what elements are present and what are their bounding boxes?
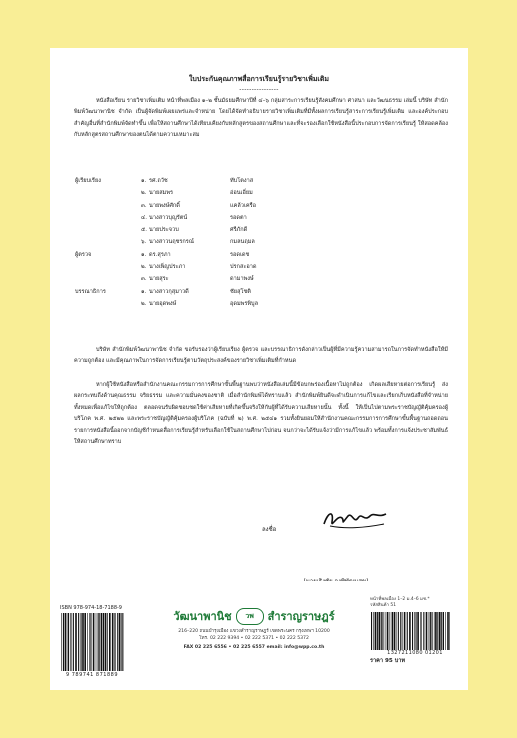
barcode-bar [382,612,383,650]
barcode-bar [61,613,62,671]
barcode-bar [90,613,91,671]
credit-name: นายอุดพงษ์ [149,300,177,307]
credit-role: บรรณาธิการ [75,288,106,295]
intro-paragraph: หนังสือเรียน รายวิชาเพิ่มเติม หน้าที่พลเมือง ๑–๒ ชั้นมัธยมศึกษาปีที่ ๔–๖ กลุ่มสาระการเรียนรู้สังคมศึกษา ศาสนา และวัฒนธรรม เล่มนี้ บริษัท สำนักพิมพ์วัฒนาพานิช จำกัด เป็นผู้จัดพิมพ์เผยแพร่และจำหน่าย โดยได้จัดทำอธิบายรายวิชาเพิ่มเติมที่มีทั้งผลการเรียนรู้สาระการเรียนรู้เพิ่มเติม และองค์ประกอบสำคัญอื่นที่สำนักพิมพ์จัดทำขึ้น เพื่อให้สถานศึกษาได้เทียบเคียงกับหลักสูตรของสถานศึกษาและที่จะรองเลือกใช้หนังสือนี้ประกอบการจัดการเรียนรู้ ให้สอดคล้องกับหลักสูตรสถานศึกษาของตนได้ตามความเหมาะสม [74,98,448,139]
barcode-bar [379,612,381,650]
credit-name: นางสาวบุญรัตน์ [149,214,188,221]
barcode-bar [420,612,421,650]
barcode-bar [430,612,431,650]
book-code: รหัสสินค้า 51 [370,603,396,609]
barcode-bar [122,613,123,671]
title-separator: ---------------- [239,86,279,93]
credit-number: ๑. [141,178,147,184]
barcode-bar [432,612,433,650]
barcode-bar [429,612,430,650]
barcode-bar [78,613,79,671]
credit-row [74,251,454,263]
barcode-bar [75,613,77,671]
barcode-bar [404,612,406,650]
barcode-bar [121,613,122,671]
credit-surname: ศรีภักดี [230,227,248,234]
credit-row [74,288,454,300]
product-barcode [370,612,452,650]
barcode-bar [119,613,121,671]
barcode-bar [387,612,389,650]
credit-row [74,177,454,189]
isbn-text: ISBN 978-974-18-7188-9 [60,605,122,611]
credit-number: ๕. [141,227,148,234]
product-barcode-number: 1327211080 01201 [387,649,443,656]
credit-name: นางสาวนฤชรกรณ์ [149,239,194,246]
isbn-barcode [60,613,124,671]
barcode-bar [416,612,417,650]
document-title: ใบประกันคุณภาพสื่อการเรียนรู้รายวิชาเพิ่มเติม [189,75,329,83]
barcode-bar [439,612,441,650]
credit-name: นายสมพร [149,190,174,197]
credit-name: ดร.สุรภา [149,251,171,258]
barcode-bar [402,612,403,650]
credit-surname: อ่อนเอี่ยม [230,190,253,197]
credit-number: ๓. [141,276,147,283]
barcode-bar [375,612,377,650]
barcode-bar [107,613,108,671]
credit-surname: ทับโตงาส [230,178,254,184]
barcode-bar [93,613,95,671]
barcode-bar [67,613,68,671]
barcode-bar [84,613,86,671]
credit-surname: รอดตา [230,214,247,221]
barcode-bar [447,612,449,650]
barcode-bar [89,613,90,671]
credit-number: ๔. [141,214,148,221]
credit-row [74,214,454,226]
barcode-bar [117,613,118,671]
barcode-bar [398,612,399,650]
barcode-bar [73,613,74,671]
book-info: หน้าที่พลเมือง 1–2 ม.4–6 มช.* [370,597,430,602]
publisher-block [154,607,354,652]
credit-row [74,238,454,250]
barcode-bar [434,612,435,650]
publisher-phone: โทร. 02 222 9394 • 02 222 5371 • 02 222 5372 [199,635,309,641]
barcode-bar [437,612,438,650]
back-cover-footer [50,581,468,690]
barcode-bar [70,613,71,671]
barcode-bar [109,613,111,671]
barcode-bar [96,613,97,671]
isbn-block [60,605,124,678]
credit-name: นายพงษ์ศักดิ์ [149,202,180,209]
barcode-bar [396,612,397,650]
publisher-logo [236,608,264,625]
barcode-bar [101,613,102,671]
credit-name: นางเพ็ญประภา [149,264,186,271]
barcode-bar [385,612,386,650]
credit-surname: ชัยสุโชติ [230,288,251,295]
barcode-bar [414,612,415,650]
barcode-bar [68,613,69,671]
credit-row [74,202,454,214]
barcode-bar [82,613,84,671]
barcode-bar [65,613,67,671]
barcode-bar [400,612,401,650]
credit-number: ๖. [141,239,147,246]
credit-role: ผู้เรียบเรียง [75,178,101,184]
credit-name: นายประจวบ [149,227,179,234]
signature-image [320,506,390,532]
credit-role: ผู้ตรวจ [75,251,92,258]
credit-name: นายสุระ [149,276,169,283]
credit-name: รศ.ถวัช [149,178,168,184]
credit-number: ๒. [141,300,147,307]
barcode-bar [377,612,378,650]
credit-surname: ดามาพงษ์ [230,276,254,283]
barcode-bar [412,612,413,650]
publisher-fax-email: FAX 02 225 6556 • 02 225 6557 email: info@wpp.co.th [183,645,325,651]
barcode-bar [87,613,88,671]
barcode-bar [449,612,450,650]
barcode-bar [373,612,374,650]
barcode-bar [409,612,411,650]
barcode-bar [423,612,424,650]
barcode-bar [392,612,393,650]
publisher-name-right: สำราญราษฎร์ [267,610,335,623]
barcode-bar [421,612,422,650]
credit-number: ๒. [141,264,147,271]
barcode-bar [389,612,390,650]
barcode-bar [105,613,106,671]
credit-row [74,226,454,238]
credit-number: ๑. [141,251,147,258]
publisher-address: 216–220 ถนนบำรุงเมือง แขวงสำราญราษฎร์ เขตพระนคร กรุงเทพฯ 10200 [178,629,330,634]
credit-surname: รอดเดช [230,251,250,258]
liability-paragraph: หากผู้ใช้หนังสือหรือสำนักงานคณะกรรมการการศึกษาขั้นพื้นฐานพบว่าหนังสือเล่มนี้มีข้อบกพร่องเนื้อหาไม่ถูกต้อง เกิดผลเสียหายต่อการเรียนรู้ ส่งผลกระทบถึงด้านคุณธรรม จริยธรรม และความมั่นคงของชาติ เมื่อสำนักพิมพ์ได้ทราบแล้ว สำนักพิมพ์ยินดีจะดำเนินการแก้ไขและเรียกเก็บหนังสือที่จำหน่ายทั้งหมดเพื่อแก้ไขให้ถูกต้อง ตลอดจนรับผิดชอบชดใช้ค่าเสียหายที่เกิดขึ้นจริงให้กับผู้ที่ได้รับความเสียหายนั้น ทั้งนี้ ให้เป็นไปตามพระราชบัญญัติคุ้มครองผู้บริโภค พ.ศ. ๒๕๒๒ และพระราชบัญญัติคุ้มครองผู้บริโภค (ฉบับที่ ๒) พ.ศ. ๒๕๔๑ รวมทั้งยินยอมให้สำนักงานคณะกรรมการการศึกษาขั้นพื้นฐานถอดถอนรายการหนังสือนี้ออกจากบัญชีกำหนดสื่อการเรียนรู้สำหรับเลือกใช้ในสถานศึกษาไปก่อน จนกว่าจะได้รับแจ้งว่ามีการแก้ไขแล้ว พร้อมทั้งการแจ้งประชาสัมพันธ์ให้สถานศึกษาทราบ [74,382,448,446]
credit-number: ๑. [141,288,147,295]
credit-name: นางสาวกุสุมาวดี [149,288,189,295]
sign-label: ลงชื่อ [262,526,277,533]
barcode-bar [443,612,444,650]
isbn-barcode-number: 9 789741 871889 [65,672,119,678]
barcode-bar [63,613,64,671]
price-label: ราคา 95 บาท [370,657,406,664]
price-block [370,597,460,665]
credit-surname: กมลนฤมล [230,239,255,246]
credit-surname: แคล้วเครือ [230,202,256,209]
credit-row [74,263,454,275]
credit-number: ๒. [141,190,147,197]
barcode-bar [445,612,446,650]
barcode-bar [371,612,372,650]
barcode-bar [115,613,116,671]
certification-paragraph: บริษัท สำนักพิมพ์วัฒนาพานิช จำกัด ขอรับรองว่าผู้เรียบเรียง ผู้ตรวจ และบรรณาธิการดังกล่าวเป็นผู้ที่มีความรู้ความสามารถในการจัดทำหนังสือให้มีความถูกต้อง และมีคุณภาพในการจัดการเรียนรู้ตามวัตถุประสงค์ของรายวิชาเพิ่มเติมที่กำหนด [74,347,448,365]
credit-number: ๓. [141,202,147,209]
barcode-bar [435,612,437,650]
barcode-bar [441,612,442,650]
barcode-bar [417,612,419,650]
barcode-bar [114,613,115,671]
barcode-bar [103,613,105,671]
barcode-bar [407,612,408,650]
barcode-bar [81,613,82,671]
barcode-bar [391,612,392,650]
credit-surname: ปรกสะอาด [230,264,257,271]
barcode-bar [112,613,114,671]
barcode-bar [99,613,100,671]
barcode-bar [381,612,382,650]
publisher-logo-text: วพ [245,611,254,620]
publisher-name-left: วัฒนาพานิช [173,610,232,623]
credit-row [74,275,454,287]
barcode-bar [426,612,428,650]
credit-row [74,300,454,312]
credit-surname: อุดมพรพิบูล [230,300,259,307]
barcode-bar [394,612,396,650]
credits-list [74,177,454,312]
barcode-bar [98,613,99,671]
credit-row [74,189,454,201]
